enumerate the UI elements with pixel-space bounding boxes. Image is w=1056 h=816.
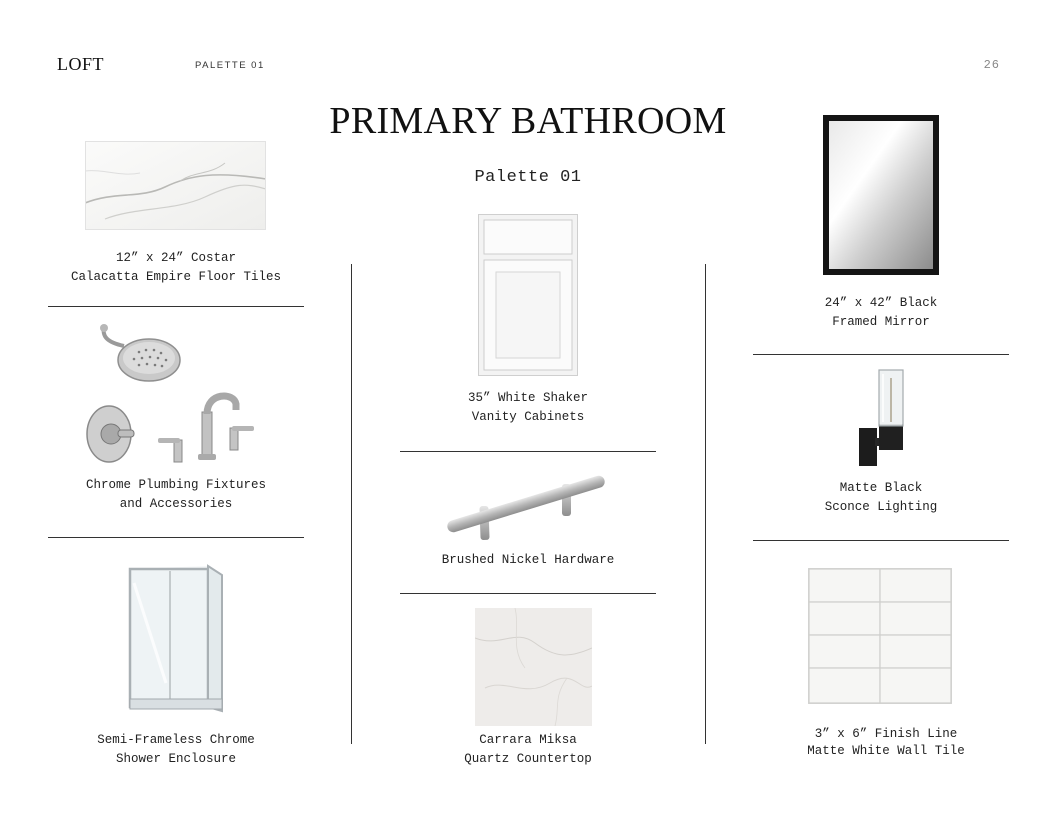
page-title: PRIMARY BATHROOM bbox=[329, 100, 727, 142]
wall-tile-image bbox=[808, 568, 952, 704]
countertop-caption: Carrara Miksa Quartz Countertop bbox=[464, 733, 592, 766]
hardware-pull-image bbox=[446, 468, 606, 542]
wall-tile-caption: 3” x 6” Finish Line Matte White Wall Tile bbox=[807, 727, 965, 758]
row-divider bbox=[48, 537, 304, 538]
palette-tag: PALETTE 01 bbox=[195, 60, 265, 71]
floor-tile-caption: 12” x 24” Costar Calacatta Empire Floor Tiles bbox=[70, 251, 282, 284]
countertop-image bbox=[475, 608, 592, 726]
page-subtitle: Palette 01 bbox=[474, 168, 582, 187]
vanity-cabinet-image bbox=[478, 214, 578, 376]
mirror-caption: 24” x 42” Black Framed Mirror bbox=[824, 296, 938, 329]
hardware-caption: Brushed Nickel Hardware bbox=[441, 553, 615, 567]
row-divider bbox=[753, 540, 1009, 541]
framed-mirror-image bbox=[823, 115, 939, 275]
column-divider-right bbox=[705, 264, 706, 744]
vanity-caption: 35” White Shaker Vanity Cabinets bbox=[467, 391, 589, 424]
shower-caption: Semi-Frameless Chrome Shower Enclosure bbox=[97, 733, 255, 766]
shower-enclosure-image bbox=[126, 563, 226, 713]
sconce-caption: Matte Black Sconce Lighting bbox=[824, 481, 938, 514]
floor-tile-image bbox=[85, 141, 266, 230]
row-divider bbox=[400, 593, 656, 594]
brand-logo: LOFT bbox=[57, 54, 104, 74]
row-divider bbox=[400, 451, 656, 452]
column-divider-left bbox=[351, 264, 352, 744]
sconce-light-image bbox=[857, 368, 907, 468]
row-divider bbox=[753, 354, 1009, 355]
plumbing-fixtures-image bbox=[84, 322, 254, 468]
plumbing-caption: Chrome Plumbing Fixtures and Accessories bbox=[85, 478, 267, 511]
page-number: 26 bbox=[983, 58, 1000, 72]
row-divider bbox=[48, 306, 304, 307]
